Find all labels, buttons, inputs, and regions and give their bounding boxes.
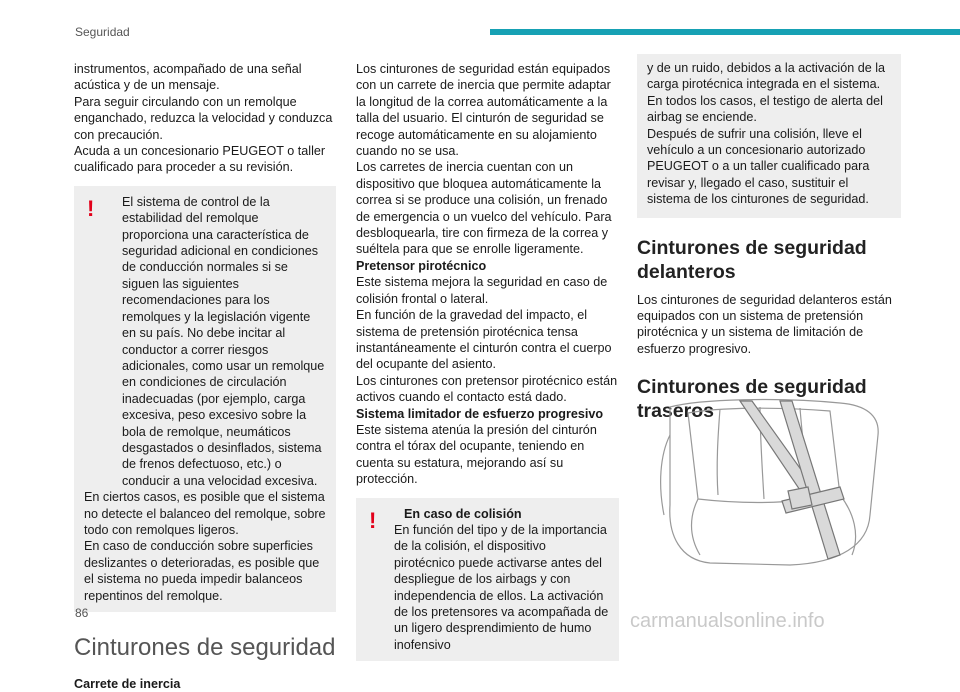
warning-exclamation-icon: ! (87, 195, 95, 221)
subheading: Carrete de inercia (74, 677, 181, 691)
warning-exclamation-icon: ! (369, 507, 377, 533)
section-title: Seguridad (75, 25, 130, 39)
watermark: carmanualsonline.info (630, 610, 825, 632)
column-2 (356, 61, 619, 661)
heading-rear-belts: Cinturones de seguridad traseros (637, 376, 867, 423)
warning-text: y de un ruido, debidos a la activación de la carga pirotécnica integrada en el sistema. (647, 61, 886, 92)
rear-seatbelt-illustration (640, 395, 900, 567)
paragraph: Los cinturones de seguridad están equipados con un carrete de inercia que permite adaptar la longitud de la correa automáticamente a la talla del usuario. El cinturón de seguridad se recoge automáticamente en su alojamiento cuando no se usa. (356, 62, 611, 159)
column-1 (74, 61, 336, 692)
subheading: Sistema limitador de esfuerzo progresivo (356, 406, 604, 421)
page-number: 86 (75, 606, 89, 620)
warning-text: En todos los casos, el testigo de alerta del airbag se enciende. (647, 93, 883, 125)
warning-box (74, 186, 336, 612)
paragraph: Los cinturones con pretensor pirotécnico están activos cuando el contacto está dado. (356, 373, 618, 405)
paragraph: Para seguir circulando con un remolque enganchado, reduzca la velocidad y conduzca con precaución. (74, 94, 333, 142)
paragraph: Los cinturones de seguridad delanteros están equipados con un sistema de pretensión pirotécnica y un sistema de limitación de esfuerzo progresivo. (637, 292, 892, 356)
warning-box (356, 498, 619, 662)
chapter-heading: Cinturones de seguridad (74, 634, 336, 661)
warning-text: Después de sufrir una colisión, lleve el vehículo a un concesionario autorizado PEUGEOT o a un taller cualificado para revisar y, llegado el caso, sustituir el sistema de los cinturones de seguridad. (647, 126, 870, 207)
warning-text: En caso de conducción sobre superficies deslizantes o deterioradas, es posible que el sistema no pueda impedir balanceos repentinos del remolque. (84, 539, 320, 603)
paragraph: instrumentos, acompañado de una señal acústica y de un mensaje. (74, 62, 302, 93)
column-3 (637, 54, 901, 431)
paragraph: Este sistema atenúa la presión del cinturón contra el tórax del ocupante, teniendo en cuenta su estatura, mejorando así su protección. (356, 422, 597, 487)
heading-front-belts: Cinturones de seguridad delanteros (637, 236, 867, 283)
warning-text: En ciertos casos, es posible que el sistema no detecte el balanceo del remolque, sobre todo con remolques ligeros. (84, 490, 326, 537)
warning-box-continued (637, 54, 901, 218)
warning-text: El sistema de control de la estabilidad del remolque proporciona una característica de seguridad adicional en condiciones de conducción normales si se siguen las siguientes recomendaciones para los remolques y la legislación vigente en su país. No debe incitar al conductor a correr riesgos adicionales, como usar un remolque en condiciones de circulación inadecuadas (por ejemplo, carga excesiva, peso excesivo sobre la bola de remolque, neumáticos desgastados o desinflados, sistema de frenos defectuoso, etc.) o conducir a una velocidad excesiva. (122, 194, 325, 488)
paragraph: En función de la gravedad del impacto, el sistema de pretensión pirotécnica tensa instantáneamente el cinturón contra el cuerpo del ocupante del asiento. (356, 308, 612, 372)
warning-title: En caso de colisión (404, 506, 522, 521)
subheading: Pretensor pirotécnico (356, 258, 487, 273)
warning-text: En función del tipo y de la importancia de la colisión, el dispositivo pirotécnico puede activarse antes del despliegue de los airbags y con independencia de ellos. La activación de los pretensores va acompañada de un ligero desprendimiento de humo inofensivo (394, 522, 609, 652)
header-accent-bar (490, 29, 960, 35)
paragraph: Este sistema mejora la seguridad en caso de colisión frontal o lateral. (356, 275, 608, 306)
paragraph: Acuda a un concesionario PEUGEOT o taller cualificado para proceder a su revisión. (74, 144, 326, 175)
paragraph: Los carretes de inercia cuentan con un dispositivo que bloquea automáticamente la correa si se produce una colisión, un frenado de emergencia o un vuelco del vehículo. Para desbloquearla, tire con firmeza de la correa y suéltela para que se enrolle ligeramente. (356, 160, 612, 257)
